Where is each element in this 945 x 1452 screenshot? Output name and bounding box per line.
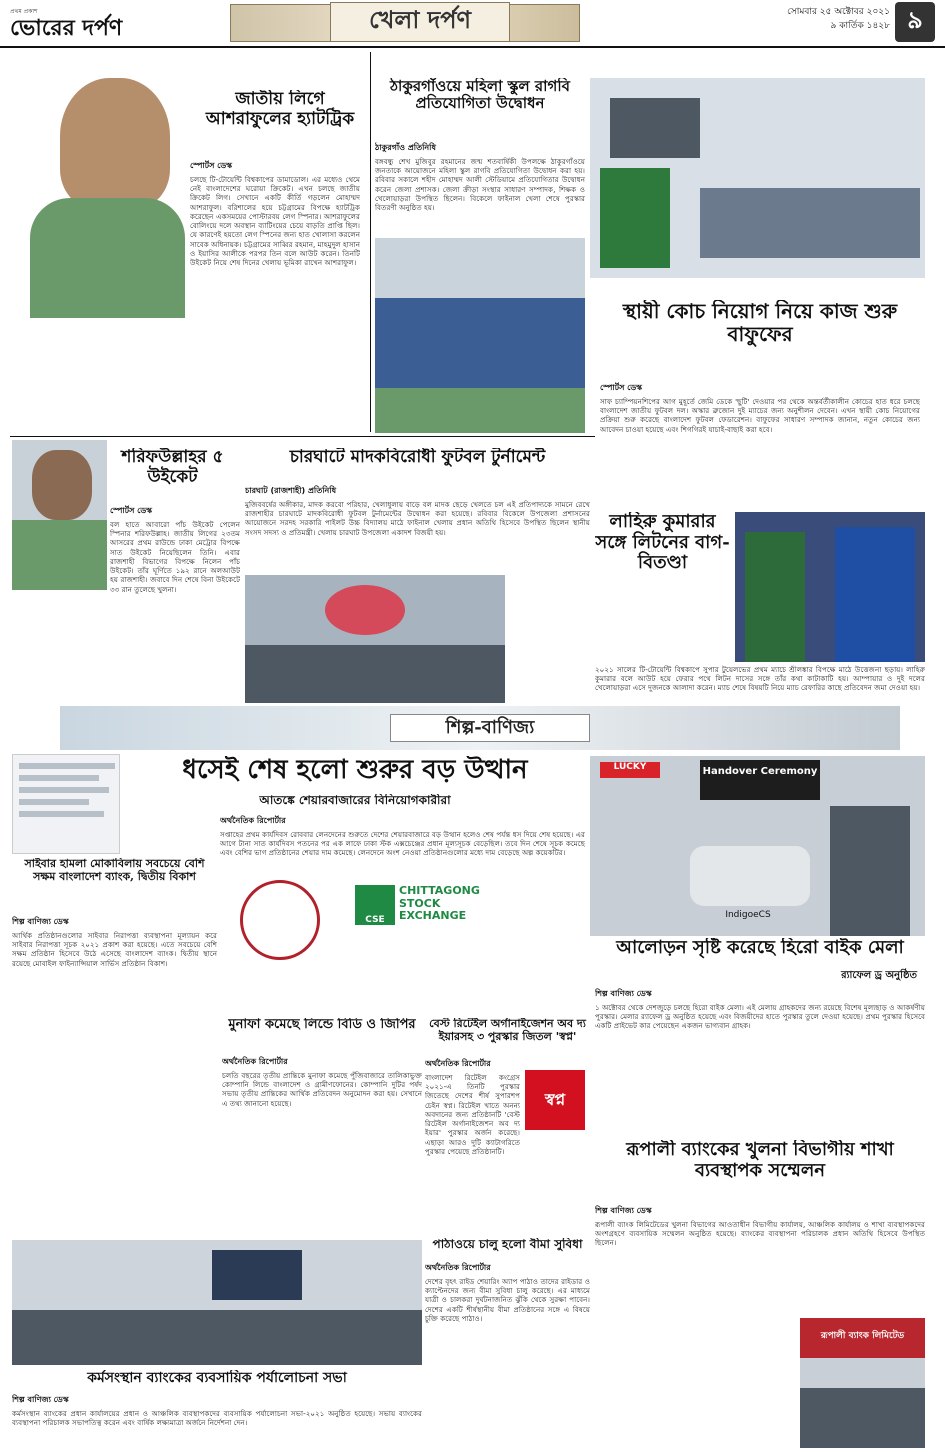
masthead-rule [0,46,945,48]
car [690,846,810,906]
logo-small-text: প্রথম প্রকাশ [10,8,38,15]
meeting-table [700,188,920,258]
b7-byline: শিল্প বাণিজ্য ডেস্ক [595,1206,652,1215]
b1-body: সপ্তাহের প্রথম কার্যদিবস রোববার লেনদেনের শুরুতে দেশের শেয়ারবাজারে বড় উত্থান হলেও শেষ পর্যন্ত ধস দিয়ে শেষ হয়েছে। এর আগে টানা সাত কার্যদিবস পতনের পর এক লাফে ঢাকা স্টক এক্সচেঞ্জের প্রধান মূল্যসূচক বেড়েছিল। তবে দিন শেষে সূচক কমেছে এবং বেশির ভাগ প্রতিষ্ঠানের শেয়ার দাম কমেছে। লেনদেনে অংশ নেওয়া প্রতিষ্ঠানগুলোর মধ্যে দাম বেড়েছে অল্প কয়েকটির। [220,830,585,858]
a1-article [190,160,360,450]
handover-text: Handover Ceremony [702,766,818,777]
b2-article [12,916,217,1216]
line [19,787,109,793]
team-group [375,298,585,388]
a5-byline: চারঘাট (রাজশাহী) প্রতিনিধি [245,486,337,495]
a3-article [600,382,920,510]
a6-headline[interactable]: লাহিরু কুমারার সঙ্গে লিটনের বাগ-বিতণ্ডা [595,512,730,574]
people [830,806,910,936]
photo-balloons [245,575,505,703]
b3-article [595,988,925,1118]
section-banner-business [60,706,900,750]
sky [375,238,585,298]
b3-subhead: র‍্যাফেল ড্র অনুষ্ঠিত [841,970,917,981]
meeting-participants [12,1310,422,1365]
photo-karmasangsthan-meeting [12,1240,422,1365]
b6-byline: অর্থনৈতিক রিপোর্টার [425,1263,491,1272]
a3-headline[interactable]: স্থায়ী কোচ নিয়োগ নিয়ে কাজ শুরু বাফুফের [622,300,898,346]
player-srilanka [835,527,915,662]
a5-article [245,485,590,570]
masthead [0,0,945,46]
a4-body: বল হাতে আবারো পাঁচ উইকেট পেলেন স্পিনার শরিফউল্লাহ। জাতীয় লিগের ২৩তম আসরের প্রথম রাউন্ডে ঢাকা মেট্রোর বিপক্ষে সাত উইকেট নিয়েছিলেন তিনি। এবার রাজশাহী বিভাগের বিপক্ষে নিলেন পাঁচ উইকেট। তাঁর ঘূর্ণিতে ১৯২ রানে অলআউট হয় রাজশাহী। জবাবে দিন শেষে বিনা উইকেটে ৩৩ রান তুলেছে খুলনা। [110,520,240,594]
line [19,775,99,781]
shwapno-logo: স্বপ্ন [525,1070,585,1130]
b4-article [222,1056,422,1236]
photo-litton-lahiru [735,512,925,662]
line [19,799,89,805]
a2-headline[interactable]: ঠাকুরগাঁওয়ে মহিলা স্কুল রাগবি প্রতিযোগিতা উদ্বোধন [390,78,570,113]
page-number: ৯ [895,2,935,42]
date-bangla: ৯ কার্তিক ১৪২৮ [830,20,890,31]
cse-name: CHITTAGONG STOCK EXCHANGE [399,885,480,923]
dse-emblem [240,880,320,960]
rupali-banner: রূপালী ব্যাংক লিমিটেড [800,1318,925,1358]
dse-logo [220,880,350,960]
a5-headline[interactable]: চারঘাটে মাদকবিরোধী ফুটবল টুর্নামেন্ট [289,448,546,467]
player-bangladesh [745,532,805,662]
b1-headline[interactable]: ধসেই শেষ হলো শুরুর বড় উত্থান [182,756,528,785]
player-face [32,450,92,520]
a2-body: বঙ্গবন্ধু শেখ মুজিবুর রহমানের জন্ম শতবার্ষিকী উপলক্ষে ঠাকুরগাঁওয়ে জনতাকে আয়োজনে মহিলা স্কুল রাগবি প্রতিযোগিতা উদ্বোধন করা হয়। রবিবার সকালে শহীদ মোহাম্মদ আলী স্টেডিয়ামে প্রতিযোগিতার উদ্বোধন করেন জেলা প্রশাসক। জেলা ক্রীড়া সংস্থার সাধারণ সম্পাদক, শিক্ষক ও খেলোয়াড়রা উপস্থিত ছিলেন। বিকেলে ফাইনাল খেলা শেষে পুরস্কার বিতরণী অনুষ্ঠিত হয়। [375,157,585,213]
newspaper-logo[interactable] [10,6,160,42]
crowd [245,645,505,703]
player-jersey [30,198,185,318]
a1-headline[interactable]: জাতীয় লিগে আশরাফুলের হ্যাটট্রিক [205,90,355,129]
divider [370,52,371,432]
car-plate: IndigoeCS [725,910,771,920]
b5-headline[interactable]: বেস্ট রিটেইল অর্গানাইজেশন অব দ্য ইয়ারসহ ৩ পুরস্কার জিতল 'স্বপ্ন' [429,1018,586,1043]
date-gregorian: সোমবার ২৫ অক্টোবর ২০২১ [787,7,890,17]
photo-hero-handover [590,756,925,936]
lucky-banner: LUCKY [600,762,660,778]
b8-headline[interactable]: কর্মসংস্থান ব্যাংকের ব্যবসায়িক পর্যালোচনা সভা [87,1370,347,1386]
line [19,811,104,817]
handover-banner [700,760,820,800]
b7-body: রূপালী ব্যাংক লিমিটেডের খুলনা বিভাগের আওতাধীন বিভাগীয় কার্যালয়, আঞ্চলিক কার্যালয় ও শাখা ব্যবস্থাপকদের অংশগ্রহণে ব্যবসায়িক সম্মেলন অনুষ্ঠিত হয়েছে। ব্যাংকের ব্যবস্থাপনা পরিচালক প্রধান অতিথি হিসেবে উপস্থিত ছিলেন। [595,1220,925,1248]
b1-subhead: আতঙ্কে শেয়ারবাজারের বিনিয়োগকারীরা [259,794,451,807]
a1-body: চলছে টি-টোয়েন্টি বিশ্বকাপের ডামাডোল। এর মধ্যেও থেমে নেই বাংলাদেশের ঘরোয়া ক্রিকেট। এখন চলছে জাতীয় ক্রিকেট লিগ। সেখানে একটি কীর্তি গড়লেন মোহাম্মদ আশরাফুল। বরিশালের হয়ে চট্টগ্রামের বিপক্ষে হ্যাটট্রিক করেছেন একসময়ের পোস্টারবয় লেগ স্পিনার। আশরাফুলের বোলিংয়ে দলে অবস্থান ব্যাটিংয়ের চেয়ে বাড়তি প্রাপ্তি ছিল। যে কারণেই হয়তো লেগ স্পিনের জন্য হাত খোলাসা করলেন সাবেক অধিনায়ক। চট্টগ্রামের সাব্বির রহমান, মাহমুদুল হাসান ও ইয়াসির আলীকে পরপর তিন বলে আউট করেন। তিনটি উইকেট নিয়ে শেষ দিনের খেলায় ভূমিকা রাখেন আশরাফুল। [190,175,360,267]
business-section-title: শিল্প-বাণিজ্য [390,714,590,742]
b6-body: দেশের বৃহৎ রাইড শেয়ারিং অ্যাপ পাঠাও তাদের রাইডার ও ক্যাপ্টেনদের জন্য বীমা সুবিধা চালু করেছে। এর মাধ্যমে যাত্রী ও চালকরা দুর্ঘটনাজনিত ঝুঁকি থেকে সুরক্ষা পাবেন। দেশের একটি শীর্ষস্থানীয় বীমা প্রতিষ্ঠানের সঙ্গে এ বিষয়ে চুক্তি করেছে পাঠাও। [425,1277,590,1323]
b3-headline[interactable]: আলোড়ন সৃষ্টি করেছে হিরো বাইক মেলা [616,938,904,958]
photo-rupali-conference [800,1318,925,1448]
a3-byline: স্পোর্টস ডেস্ক [600,383,643,392]
b1-byline: অর্থনৈতিক রিপোর্টার [220,816,286,825]
b2-headline[interactable]: সাইবার হামলা মোকাবিলায় সবচেয়ে বেশি সক্ষম বাংলাদেশ ব্যাংক, দ্বিতীয় বিকাশ [24,858,205,883]
a2-article [375,142,585,232]
b6-article [425,1262,590,1447]
photo-ashraful [30,78,185,318]
logo-name: ভোরের দর্পণ [10,15,123,41]
b2-byline: শিল্প বাণিজ্য ডেস্ক [12,917,69,926]
screenshot-cyber-index [12,754,120,854]
b5-article [425,1058,590,1238]
line [19,763,115,769]
b4-byline: অর্থনৈতিক রিপোর্টার [222,1057,288,1066]
a6-article [595,665,925,705]
b4-body: চলতি বছরের তৃতীয় প্রান্তিকে মুনাফা কমেছে পুঁজিবাজারে তালিকাভুক্ত কোম্পানি লিন্ডে বাংলাদেশ ও গ্রামীণফোনের। কোম্পানি দুটির পর্ষদ সভায় তৃতীয় প্রান্তিকের আর্থিক প্রতিবেদন অনুমোদন করা হয়। সেখানে এ তথ্য জানানো হয়েছে। [222,1071,422,1108]
a6-body: ২০২১ সালের টি-টোয়েন্টি বিশ্বকাপে সুপার টুয়েলভের প্রথম ম্যাচে শ্রীলঙ্কার বিপক্ষে মাঠে উত্তেজনা ছড়ায়। লাহিরু কুমারার বলে আউট হয়ে ফেরার পথে লিটন দাসের সঙ্গে তাঁর কথা কাটাকাটি হয়। আম্পায়ার ও দুই দলের খেলোয়াড়রা এসে দুজনকে আলাদা করেন। ম্যাচ শেষে বিষয়টি নিয়ে ম্যাচ রেফারির কাছে প্রতিবেদন জমা দেওয়া হয়। [595,665,925,693]
a4-headline[interactable]: শরিফউল্লাহর ৫ উইকেট [121,448,224,487]
section-title-box [330,2,510,42]
player-jersey [12,520,107,590]
section-title: খেলা দর্পণ [368,5,472,34]
b2-body: আর্থিক প্রতিষ্ঠানগুলোর সাইবার নিরাপত্তা ব্যবস্থাপনা মূল্যায়ন করে সাইবার নিরাপত্তা সূচক ২০২১ প্রকাশ করা হয়েছে। এতে সবচেয়ে বেশি সক্ষম প্রতিষ্ঠান হিসেবে উঠে এসেছে বাংলাদেশ ব্যাংক। দ্বিতীয় স্থানে রয়েছে মোবাইল ফাইন্যান্সিয়াল সার্ভিস প্রতিষ্ঠান বিকাশ। [12,931,217,968]
a4-article [110,505,240,705]
b3-body: ১ অক্টোবর থেকে দেশজুড়ে চলছে হিরো বাইক মেলা। এই মেলায় গ্রাহকদের জন্য রয়েছে বিশেষ মূল্যছাড় ও আকর্ষণীয় পুরস্কার। মেলার র‍্যাফেল ড্র অনুষ্ঠিত হয়েছে এবং বিজয়ীদের হাতে পুরস্কার তুলে দেওয়া হয়েছে। প্রথম পুরস্কার হিসেবে একটি প্রাইভেট কার পেয়েছেন একজন ভাগ্যবান গ্রাহক। [595,1003,925,1031]
b8-article [12,1394,422,1448]
b6-headline[interactable]: পাঠাওয়ে চালু হলো বীমা সুবিধা [432,1238,583,1251]
b5-body: বাংলাদেশ রিটেইল কংগ্রেস ২০২১-এ তিনটি পুরস্কার জিতেছে দেশের শীর্ষ সুপারশপ চেইন স্বপ্ন। রিটেইল খাতে অনন্য অবদানের জন্য প্রতিষ্ঠানটি 'বেস্ট রিটেইল অর্গানাইজেশন অব দ্য ইয়ার' পুরস্কার অর্জন করেছে। এছাড়া আরও দুটি ক্যাটাগরিতে পুরস্কার পেয়েছে প্রতিষ্ঠানটি। [425,1073,520,1156]
b8-byline: শিল্প বাণিজ্য ডেস্ক [12,1395,69,1404]
coach-figure [600,168,670,268]
a2-byline: ঠাকুরগাঁও প্রতিনিধি [375,143,436,152]
a5-body: মুজিববর্ষের অঙ্গীকার, মাদক করবো পরিহার, খেলাধুলায় বাড়ে বল মাদক ছেড়ে খেলতে চল এই প্রতিপাদ্যকে সামনে রেখে রাজশাহীর চারঘাটে মাদকবিরোধী ফুটবল টুর্নামেন্টের উদ্বোধন করা হয়েছে। রবিবার বিকেলে উপজেলা প্রশাসনের আয়োজনে সরদহ সরকারি পাইলট উচ্চ বিদ্যালয় মাঠে ফাইনাল খেলায় প্রধান অতিথি হিসেবে উপস্থিত ছিলেন স্থানীয় সংসদ সদস্য ও প্রতিমন্ত্রী। খেলায় চারঘাট উপজেলা একাদশ বিজয়ী হয়। [245,500,590,537]
screen [212,1250,302,1300]
a4-byline: স্পোর্টস ডেস্ক [110,506,153,515]
cse-mark: CSE [355,885,395,925]
photo-shariful [12,440,107,590]
panel [800,1388,925,1448]
b3-byline: শিল্প বাণিজ্য ডেস্ক [595,989,652,998]
b7-article [595,1205,925,1315]
cse-logo [355,885,495,945]
a1-byline: স্পোর্টস ডেস্ক [190,161,233,170]
b5-byline: অর্থনৈতিক রিপোর্টার [425,1059,491,1068]
b7-headline[interactable]: রূপালী ব্যাংকের খুলনা বিভাগীয় শাখা ব্যবস্থাপক সম্মেলন [626,1140,894,1181]
divider [10,436,595,437]
photo-rugby-team [375,238,585,433]
photo-bff-meeting [590,78,925,278]
balloons [325,585,405,635]
field-grass [375,388,585,433]
b8-body: কর্মসংস্থান ব্যাংকের প্রধান কার্যালয়ের প্রধান ও আঞ্চলিক ব্যবস্থাপকদের ব্যবসায়িক পর্যালোচনা সভা-২০২১ অনুষ্ঠিত হয়েছে। সভায় ব্যাংকের ব্যবস্থাপনা পরিচালক সভাপতিত্ব করেন এবং বার্ষিক লক্ষ্যমাত্রা অর্জনে নির্দেশনা দেন। [12,1409,422,1428]
issue-date [700,6,890,38]
player-face [60,78,170,208]
a3-body: সাফ চ্যাম্পিয়নশিপের আগ মুহূর্তে জেমি ডেকে 'ছুটি' দেওয়ার পর থেকে অন্তর্বর্তীকালীন কোচের হাত ধরে চলছে বাংলাদেশ জাতীয় ফুটবল দল। অস্কার ব্রুজোন দুই ম্যাচের জন্য অনুশীলন দেবেন। এখন স্থায়ী কোচ নিয়োগের প্রক্রিয়া শুরু করেছে বাংলাদেশ ফুটবল ফেডারেশন। বাফুফের সাধারণ সম্পাদক জানান, নতুন কোচের জন্য আবেদন চাওয়া হয়েছে এবং শিগগিরই যাচাই-বাছাই করা হবে। [600,397,920,434]
wall-photo [610,98,700,158]
b4-headline[interactable]: মুনাফা কমেছে লিন্ডে বিডি ও জিপির [228,1018,416,1032]
